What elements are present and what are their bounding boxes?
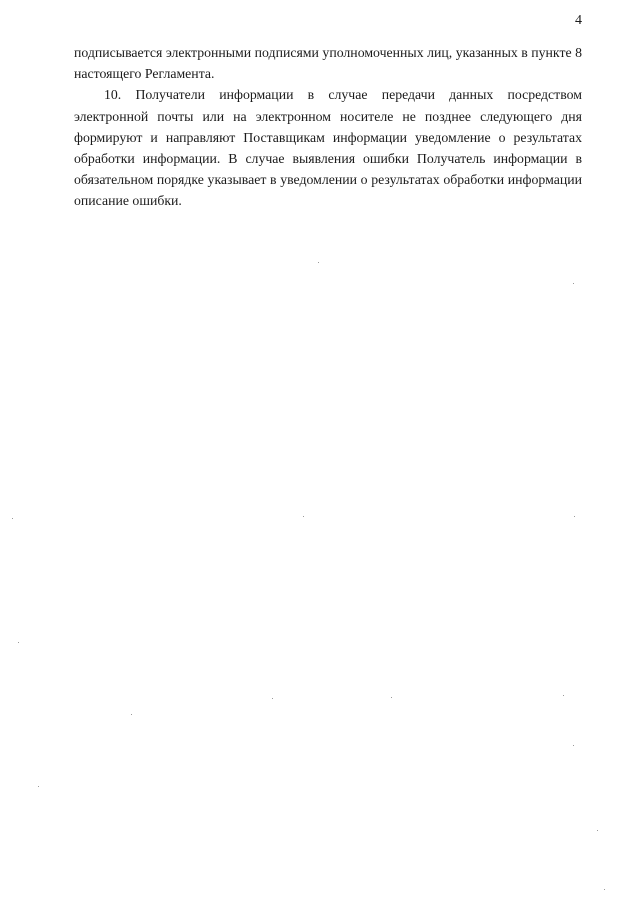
- document-body: [74, 42, 582, 212]
- paragraph-clause-10: 10. Получатели информации в случае передачи данных посредством электронной почты или на электронном носителе не позднее следующего дня формируют и направляют Поставщикам информации уведомление о результатах обработки информации. В случае выявления ошибки Получатель информации в обязательном порядке указывает в уведомлении о результатах обработки информации описание ошибки.: [74, 87, 582, 209]
- paragraph-continuation: подписывается электронными подписями уполномоченных лиц, указанных в пункте 8 настоящего Регламента.: [74, 45, 582, 82]
- page-number: 4: [575, 13, 582, 28]
